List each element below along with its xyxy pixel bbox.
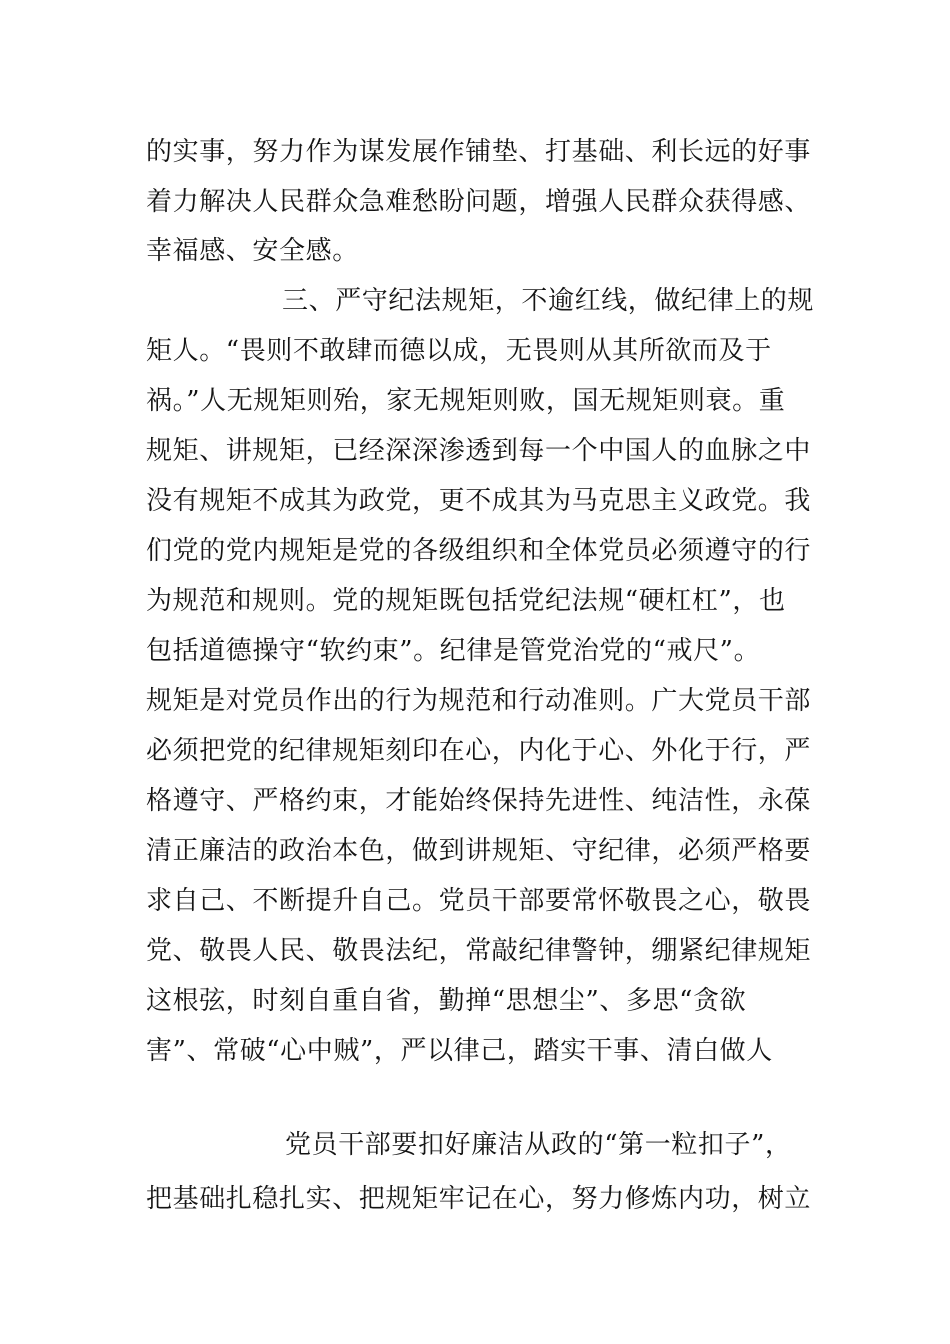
text-line: 没有规矩不成其为政党，更不成其为马克思主义政党。我: [146, 486, 812, 516]
text-line: 祸。”人无规矩则殆，家无规矩则败，国无规矩则衰。重: [146, 386, 786, 416]
text-line: 规矩是对党员作出的行为规范和行动准则。广大党员干部: [146, 686, 812, 716]
text-line: 格遵守、严格约束，才能始终保持先进性、纯洁性，永葆: [146, 786, 812, 816]
paragraph-first-line: 党员干部要扣好廉洁从政的“第一粒扣子”，: [285, 1130, 792, 1160]
text-line: 党、敬畏人民、敬畏法纪，常敲纪律警钟，绷紧纪律规矩: [146, 936, 812, 966]
text-line: 幸福感、安全感。: [146, 236, 359, 266]
text-line: 规矩、讲规矩，已经深深渗透到每一个中国人的血脉之中: [146, 436, 812, 466]
text-line: 害”、常破“心中贼”，严以律己，踏实干事、清白做人: [146, 1036, 773, 1066]
text-line: 必须把党的纪律规矩刻印在心，内化于心、外化于行，严: [146, 736, 812, 766]
text-line: 着力解决人民群众急难愁盼问题，增强人民群众获得感、: [146, 187, 812, 217]
text-line: 这根弦，时刻自重自省，勤掸“思想尘”、多思“贪欲: [146, 986, 747, 1016]
text-line: 为规范和规则。党的规矩既包括党纪法规“硬杠杠”，也: [146, 586, 786, 616]
text-line: 矩人。“畏则不敢肆而德以成，无畏则从其所欲而及于: [146, 336, 772, 366]
text-line: 求自己、不断提升自己。党员干部要常怀敬畏之心，敬畏: [146, 886, 812, 916]
text-line: 把基础扎稳扎实、把规矩牢记在心，努力修炼内功，树立: [146, 1184, 812, 1214]
section-heading-line: 三、严守纪法规矩，不逾红线，做纪律上的规: [282, 286, 815, 316]
text-line: 包括道德操守“软约束”。纪律是管党治党的“戒尺”。: [146, 636, 761, 666]
text-line: 的实事，努力作为谋发展作铺垫、打基础、利长远的好事: [146, 137, 812, 167]
text-line: 清正廉洁的政治本色，做到讲规矩、守纪律，必须严格要: [146, 836, 812, 866]
text-line: 们党的党内规矩是党的各级组织和全体党员必须遵守的行: [146, 536, 812, 566]
